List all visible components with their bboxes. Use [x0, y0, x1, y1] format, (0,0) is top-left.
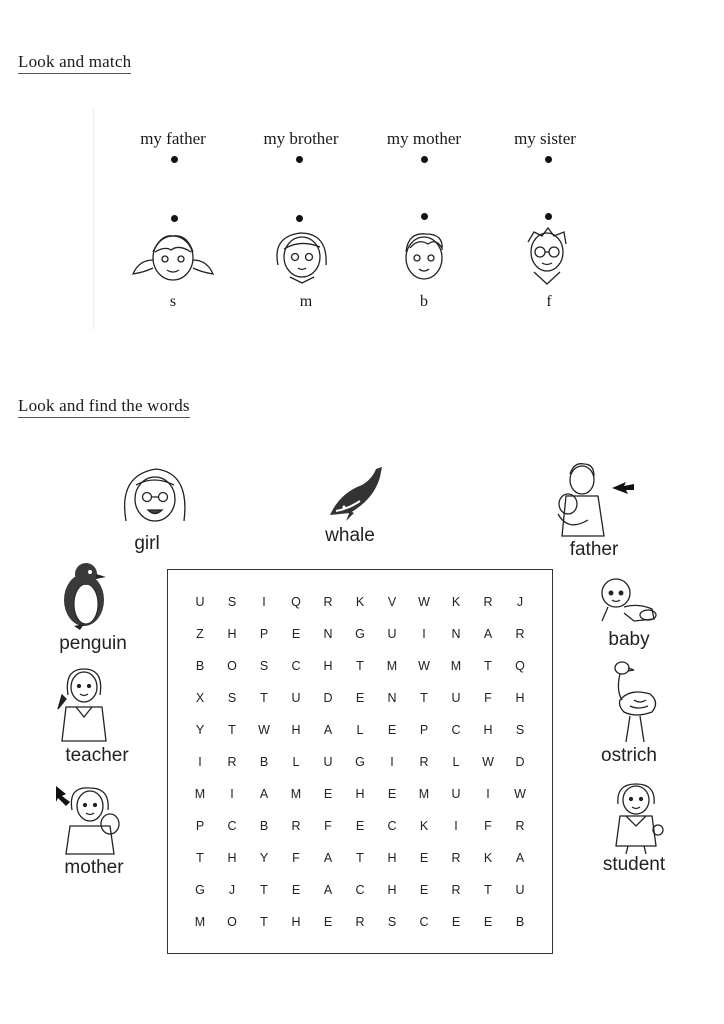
grid-letter[interactable]: H: [387, 851, 397, 865]
label-my-brother: my brother: [263, 129, 339, 148]
grid-letter[interactable]: R: [355, 915, 365, 929]
grid-letter[interactable]: W: [514, 787, 526, 801]
grid-letter[interactable]: M: [418, 787, 430, 801]
grid-letter[interactable]: K: [483, 851, 493, 865]
grid-letter[interactable]: U: [451, 691, 461, 705]
grid-letter[interactable]: T: [484, 883, 492, 897]
grid-letter[interactable]: F: [324, 819, 332, 833]
grid-letter[interactable]: T: [260, 691, 268, 705]
grid-letter[interactable]: S: [227, 691, 237, 705]
grid-letter[interactable]: E: [419, 851, 429, 865]
label-my-sister: my sister: [514, 129, 576, 148]
grid-letter[interactable]: W: [418, 659, 430, 673]
word-teacher: teacher: [65, 745, 129, 766]
grid-letter[interactable]: F: [484, 691, 492, 705]
boy-face-icon: [396, 228, 452, 284]
grid-letter[interactable]: B: [259, 819, 269, 833]
grid-letter[interactable]: X: [195, 691, 205, 705]
grid-letter[interactable]: H: [515, 691, 525, 705]
grid-letter[interactable]: E: [355, 819, 365, 833]
grid-letter[interactable]: H: [355, 787, 365, 801]
word-search-grid[interactable]: [184, 586, 536, 938]
grid-letter[interactable]: M: [290, 787, 302, 801]
grid-letter[interactable]: E: [387, 787, 397, 801]
grid-letter[interactable]: C: [355, 883, 365, 897]
grid-letter[interactable]: T: [196, 851, 204, 865]
word-girl: girl: [134, 533, 160, 554]
grid-letter[interactable]: U: [291, 691, 301, 705]
ostrich-picture-icon: [600, 660, 662, 744]
grid-letter[interactable]: B: [195, 659, 205, 673]
grid-letter[interactable]: T: [260, 883, 268, 897]
student-picture-icon: [604, 780, 668, 854]
word-ostrich: ostrich: [601, 745, 657, 766]
grid-letter[interactable]: Y: [259, 851, 269, 865]
penguin-picture-icon: [56, 560, 116, 630]
grid-letter[interactable]: E: [451, 915, 461, 929]
grid-letter[interactable]: W: [418, 595, 430, 609]
girl-picture-icon: [118, 465, 192, 529]
grid-letter[interactable]: O: [227, 659, 237, 673]
grid-letter[interactable]: S: [227, 595, 237, 609]
grid-letter[interactable]: K: [451, 595, 461, 609]
label-my-father: my father: [140, 129, 206, 148]
teacher-picture-icon: [50, 665, 114, 743]
grid-letter[interactable]: T: [356, 659, 364, 673]
grid-letter[interactable]: T: [484, 659, 492, 673]
match-dot-bottom-3[interactable]: [421, 213, 428, 220]
grid-letter[interactable]: B: [259, 755, 269, 769]
grid-letter[interactable]: R: [451, 883, 461, 897]
grid-letter[interactable]: Y: [195, 723, 205, 737]
grid-letter[interactable]: T: [228, 723, 236, 737]
grid-letter[interactable]: K: [419, 819, 429, 833]
word-mother: mother: [64, 857, 124, 878]
grid-letter[interactable]: A: [515, 851, 525, 865]
grid-letter[interactable]: H: [291, 915, 301, 929]
grid-letter[interactable]: R: [515, 819, 525, 833]
match-dot-bottom-1[interactable]: [171, 215, 178, 222]
section-heading-find: Look and find the words: [18, 396, 190, 418]
grid-letter[interactable]: C: [291, 659, 301, 673]
grid-letter[interactable]: G: [355, 627, 365, 641]
grid-letter[interactable]: W: [482, 755, 494, 769]
word-penguin: penguin: [59, 633, 127, 654]
grid-letter[interactable]: I: [486, 787, 490, 801]
grid-letter[interactable]: L: [452, 755, 460, 769]
woman-face-icon: [270, 227, 334, 285]
grid-letter[interactable]: R: [323, 595, 333, 609]
grid-letter[interactable]: Q: [515, 659, 525, 673]
grid-letter[interactable]: I: [422, 627, 426, 641]
grid-letter[interactable]: K: [355, 595, 365, 609]
grid-letter[interactable]: I: [262, 595, 266, 609]
match-dot-bottom-4[interactable]: [545, 213, 552, 220]
grid-letter[interactable]: R: [451, 851, 461, 865]
grid-letter[interactable]: Q: [291, 595, 301, 609]
grid-letter[interactable]: G: [355, 755, 365, 769]
grid-letter[interactable]: U: [387, 627, 397, 641]
grid-letter[interactable]: A: [323, 883, 333, 897]
grid-letter[interactable]: W: [258, 723, 270, 737]
grid-letter[interactable]: D: [323, 691, 333, 705]
grid-letter[interactable]: P: [195, 819, 205, 833]
label-my-mother: my mother: [386, 129, 462, 148]
grid-letter[interactable]: L: [292, 755, 300, 769]
initial-2: m: [299, 293, 313, 310]
grid-letter[interactable]: R: [291, 819, 301, 833]
grid-letter[interactable]: A: [323, 723, 333, 737]
grid-letter[interactable]: H: [227, 627, 237, 641]
grid-letter[interactable]: H: [323, 659, 333, 673]
grid-letter[interactable]: E: [323, 787, 333, 801]
divider: [93, 108, 94, 330]
grid-letter[interactable]: I: [198, 755, 202, 769]
grid-letter[interactable]: R: [227, 755, 237, 769]
match-dot-top-2[interactable]: [296, 156, 303, 163]
grid-letter[interactable]: A: [323, 851, 333, 865]
word-whale: whale: [325, 525, 375, 546]
grid-letter[interactable]: C: [227, 819, 237, 833]
grid-letter[interactable]: R: [515, 627, 525, 641]
grid-letter[interactable]: M: [194, 787, 206, 801]
grid-letter[interactable]: C: [419, 915, 429, 929]
grid-letter[interactable]: C: [387, 819, 397, 833]
grid-letter[interactable]: V: [387, 595, 397, 609]
grid-letter[interactable]: A: [483, 627, 493, 641]
grid-letter[interactable]: H: [227, 851, 237, 865]
initial-1: s: [169, 293, 177, 310]
grid-letter[interactable]: C: [451, 723, 461, 737]
grid-letter[interactable]: M: [194, 915, 206, 929]
grid-letter[interactable]: E: [291, 627, 301, 641]
grid-letter[interactable]: O: [227, 915, 237, 929]
baby-picture-icon: [594, 573, 660, 627]
grid-letter[interactable]: J: [228, 883, 236, 897]
grid-letter[interactable]: I: [230, 787, 234, 801]
grid-letter[interactable]: M: [386, 659, 398, 673]
grid-letter[interactable]: R: [419, 755, 429, 769]
grid-letter[interactable]: T: [420, 691, 428, 705]
initial-3: b: [420, 293, 428, 310]
match-dot-top-4[interactable]: [545, 156, 552, 163]
word-father: father: [569, 539, 619, 560]
grid-letter[interactable]: Z: [196, 627, 204, 641]
girl-pigtails-face-icon: [131, 228, 215, 290]
grid-letter[interactable]: G: [195, 883, 205, 897]
grid-letter[interactable]: I: [454, 819, 458, 833]
grid-letter[interactable]: L: [356, 723, 364, 737]
grid-letter[interactable]: M: [450, 659, 462, 673]
grid-letter[interactable]: T: [260, 915, 268, 929]
word-baby: baby: [608, 629, 650, 650]
grid-letter[interactable]: A: [259, 787, 269, 801]
section-heading-match: Look and match: [18, 52, 131, 74]
grid-letter[interactable]: E: [387, 723, 397, 737]
grid-letter[interactable]: U: [323, 755, 333, 769]
grid-letter[interactable]: U: [451, 787, 461, 801]
grid-letter[interactable]: U: [195, 595, 205, 609]
grid-letter[interactable]: S: [515, 723, 525, 737]
grid-letter[interactable]: H: [387, 883, 397, 897]
grid-letter[interactable]: E: [483, 915, 493, 929]
match-dot-top-3[interactable]: [421, 156, 428, 163]
grid-letter[interactable]: D: [515, 755, 525, 769]
grid-letter[interactable]: H: [291, 723, 301, 737]
grid-letter[interactable]: P: [259, 627, 269, 641]
grid-letter[interactable]: E: [419, 883, 429, 897]
grid-letter[interactable]: H: [483, 723, 493, 737]
grid-letter[interactable]: F: [484, 819, 492, 833]
grid-letter[interactable]: B: [515, 915, 525, 929]
grid-letter[interactable]: E: [291, 883, 301, 897]
grid-letter[interactable]: S: [387, 915, 397, 929]
grid-letter[interactable]: I: [390, 755, 394, 769]
man-glasses-face-icon: [520, 226, 574, 286]
match-dot-top-1[interactable]: [171, 156, 178, 163]
grid-letter[interactable]: E: [323, 915, 333, 929]
match-dot-bottom-2[interactable]: [296, 215, 303, 222]
grid-letter[interactable]: F: [292, 851, 300, 865]
grid-letter[interactable]: N: [387, 691, 397, 705]
grid-letter[interactable]: E: [355, 691, 365, 705]
whale-picture-icon: [326, 463, 386, 523]
grid-letter[interactable]: J: [516, 595, 524, 609]
grid-letter[interactable]: N: [451, 627, 461, 641]
grid-letter[interactable]: P: [419, 723, 429, 737]
grid-letter[interactable]: S: [259, 659, 269, 673]
grid-letter[interactable]: N: [323, 627, 333, 641]
grid-letter[interactable]: R: [483, 595, 493, 609]
grid-letter[interactable]: U: [515, 883, 525, 897]
mother-picture-icon: [50, 780, 134, 856]
initial-4: f: [546, 293, 552, 310]
father-picture-icon: [548, 460, 634, 540]
grid-letter[interactable]: T: [356, 851, 364, 865]
word-student: student: [602, 854, 666, 875]
